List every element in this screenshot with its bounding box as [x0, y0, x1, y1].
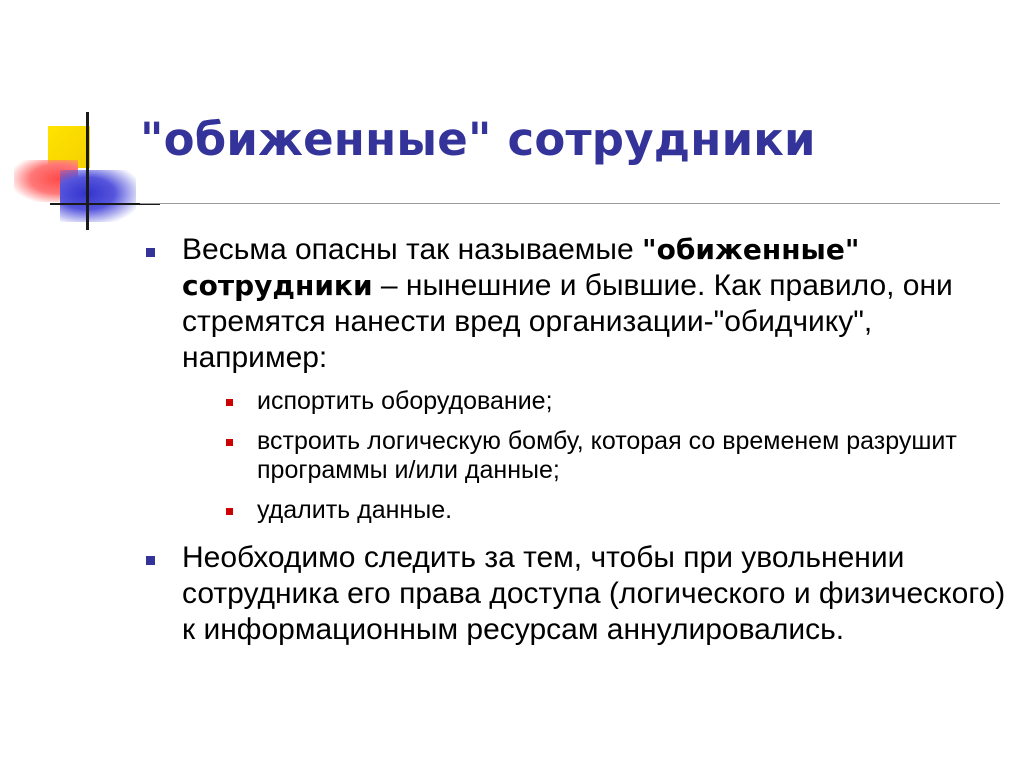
small-square-bullet-icon: [226, 399, 233, 406]
square-bullet-icon: [146, 248, 155, 257]
square-bullet-icon: [146, 556, 155, 565]
sub-bullet-list: [146, 387, 1006, 525]
sub-bullet-item: [226, 496, 1006, 525]
bullet-text: Необходимо следить за тем, чтобы при увольнении сотрудника его права доступа (логического и физического) к информационным ресурсам аннулировались.: [182, 541, 1006, 646]
bullet-text-bold: "обиженные" сотрудники: [182, 233, 860, 302]
small-square-bullet-icon: [226, 439, 233, 446]
bullet-item: [146, 232, 1006, 376]
sub-bullet-item: [226, 427, 1006, 485]
sub-bullet-text: встроить логическую бомбу, которая со временем разрушит программы и/или данные;: [257, 427, 957, 484]
bullet-text-tail: – нынешние и бывшие. Как правило, они стремятся нанести вред организации-"обидчику", например:: [182, 269, 953, 374]
slide-body: [146, 232, 1006, 648]
blue-square-shape: [60, 170, 136, 222]
small-square-bullet-icon: [226, 508, 233, 515]
title-underline: [140, 203, 1000, 204]
vertical-divider-line: [86, 112, 89, 230]
bullet-text-lead: Весьма опасны так называемые: [182, 233, 643, 266]
slide-title: "обиженные" сотрудники: [140, 113, 816, 166]
sub-bullet-text: испортить оборудование;: [257, 387, 553, 415]
sub-bullet-text: удалить данные.: [257, 496, 453, 524]
bullet-item: [146, 540, 1006, 648]
corner-logo-decoration: [0, 0, 160, 240]
sub-bullet-item: [226, 387, 1006, 416]
